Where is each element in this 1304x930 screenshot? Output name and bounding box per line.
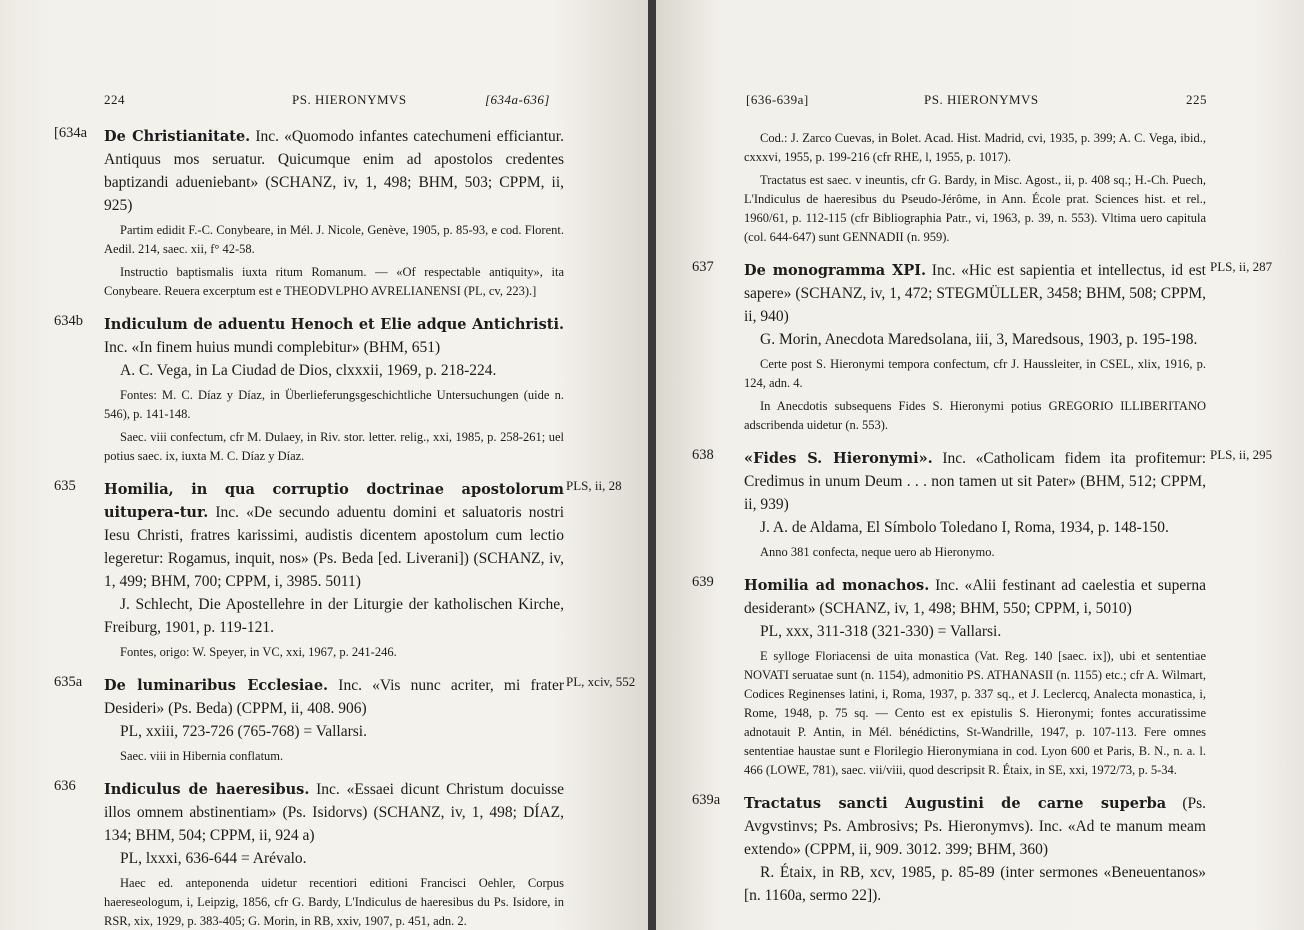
entry-note: Certe post S. Hieronymi tempora confectum, cfr J. Haussleiter, in CSEL, xlix, 1916, p. 124, adn. 4. <box>744 357 1206 390</box>
entry-note: Cod.: J. Zarco Cuevas, in Bolet. Acad. Hist. Madrid, cvi, 1935, p. 399; A. C. Vega, ibid., cxxxvi, 1955, p. 199-216 (cfr RHE, l, 1955, p. 1017). <box>744 131 1206 164</box>
entry-637 <box>692 259 1273 435</box>
right-page <box>656 0 1304 930</box>
entry-text: Inc. «Catholicam fidem ita profitemur: Credimus in unum Deum . . . non tamen ut sit Pater» (BHM, 512; CPPM, ii, 939) <box>744 450 1207 513</box>
entry-title: Indiculus de haeresibus. <box>104 781 310 798</box>
entry-text: Inc. «De secundo aduentu domini et saluatoris nostri Iesu Christi, fratres karissimi, audistis dicentem apostolum cum lectio legeretur: Rogamus, inquit, nos» (Ps. Beda [ed. Liverani]) (SCHANZ, iv, 1, 499; BHM, 700; CPPM, i, 3985. 5011) <box>104 504 565 590</box>
entry-634a <box>54 125 564 301</box>
entry-title: Homilia ad monachos. <box>744 577 930 594</box>
entry-note: E sylloge Floriacensi de uita monastica (Vat. Reg. 140 [saec. ix]), ubi et sententiae NOVATI seruatae sunt (n. 1154), admonitio PS. ATHANASII (n. 1155) etc.; cfr A. Wilmart, Codices Reginenses latini, i, Roma, 1937, p. 337 sq., et J. Leclercq, Analecta monastica, i, Rome, 1948, p. 75 sq. — Cento est ex epistulis S. Hieronymi; fontes accuratissime adnotauit P. Antin, in Mél. bénédictins, St-Wandrille, 1947, p. 107-113. Fere omnes sententiae haustae sunt e Florilegio Hieronymiana in cod. Lyon 600 et Paris, B. N., n. a. l. 466 (LOWE, 781), saec. vii/viii, quod descripsit R. Étaix, in SE, xxi, 1972/73, p. 5-34. <box>744 649 1206 777</box>
margin-reference: PLS, ii, 287 <box>1210 259 1273 274</box>
entry-title: Homilia, in qua corruptio doctrinae apostolorum uitupera-tur. <box>104 481 564 521</box>
entry-text: Inc. «In finem huius mundi complebitur» (BHM, 651) <box>104 339 441 356</box>
entry-number: 637 <box>692 259 714 275</box>
entry-number: 638 <box>692 447 714 463</box>
margin-reference: PLS, ii, 28 <box>566 478 622 493</box>
entry-number: 635 <box>54 478 76 494</box>
entry-edition: G. Morin, Anecdota Maredsolana, iii, 3, Maredsous, 1903, p. 195-198. <box>760 331 1198 348</box>
entry-title: Tractatus sancti Augustini de carne superba <box>744 795 1167 812</box>
entry-text: Inc. «Alii festinant ad caelestia et superna desiderant» (SCHANZ, iv, 1, 498; BHM, 550; CPPM, i, 5010) <box>744 577 1206 617</box>
entry-title: De luminaribus Ecclesiae. <box>104 677 329 694</box>
entry-number: [634a <box>54 125 88 141</box>
running-head: PS. HIERONYMVS <box>924 92 1039 107</box>
left-column <box>54 125 636 930</box>
entry-range: [636-639a] <box>746 92 809 107</box>
page-number: 224 <box>104 92 125 107</box>
entry-title: «Fides S. Hieronymi». <box>744 450 933 467</box>
entry-text: (Ps. Avgvstinvs; Ps. Ambrosivs; Ps. Hieronymvs). Inc. «Ad te manum meam extendo» (CPPM, ii, 909. 3012. 399; BHM, 360) <box>744 795 1207 858</box>
entry-note: Saec. viii confectum, cfr M. Dulaey, in Riv. stor. letter. relig., xxi, 1985, p. 258-261; uel potius saec. ix, iuxta M. C. Díaz y Díaz. <box>104 430 564 463</box>
entry-title: Indiculum de aduentu Henoch et Elie adque Antichristi. <box>104 316 564 333</box>
right-column <box>692 125 1273 919</box>
entry-number: 639a <box>692 792 721 808</box>
entry-number: 639 <box>692 574 714 590</box>
entry-edition: A. C. Vega, in La Ciudad de Dios, clxxxii, 1969, p. 218-224. <box>120 362 497 379</box>
margin-reference: PLS, ii, 295 <box>1210 447 1273 462</box>
entry-edition: J. A. de Aldama, El Símbolo Toledano I, Roma, 1934, p. 148-150. <box>760 519 1169 536</box>
entry-636-continuation <box>744 129 1206 247</box>
entry-text: Inc. «Quomodo infantes catechumeni efficiantur. Antiquus mos seruatur. Quicumque enim ad apostolos credentes baptizandi adueniebant» (SCHANZ, iv, 1, 498; BHM, 503; CPPM, ii, 925) <box>104 128 564 214</box>
entry-edition: PL, lxxxi, 636-644 = Arévalo. <box>120 850 307 867</box>
entry-note: In Anecdotis subsequens Fides S. Hieronymi potius GREGORIO ILLIBERITANO adscribenda uidetur (n. 553). <box>744 399 1206 432</box>
entry-edition: J. Schlecht, Die Apostellehre in der Liturgie der katholischen Kirche, Freiburg, 1901, p. 119-121. <box>104 596 564 636</box>
entry-number: 636 <box>54 778 76 794</box>
margin-reference: PL, xciv, 552 <box>566 674 636 689</box>
entry-639a <box>692 792 1207 907</box>
entry-note: Fontes: M. C. Díaz y Díaz, in Überlieferungsgeschichtliche Untersuchungen (uide n. 546), p. 141-148. <box>104 388 564 421</box>
entry-note: Saec. viii in Hibernia conflatum. <box>120 749 284 763</box>
entry-note: Partim edidit F.-C. Conybeare, in Mél. J. Nicole, Genève, 1905, p. 85-93, e cod. Florent. Aedil. 214, saec. xii, f° 42-58. <box>104 223 564 256</box>
entry-638 <box>692 447 1273 562</box>
entry-note: Anno 381 confecta, neque uero ab Hieronymo. <box>760 545 995 559</box>
entry-639 <box>692 574 1206 780</box>
entry-text: Inc. «Vis nunc acriter, mi frater Desideri» (Ps. Beda) (CPPM, ii, 408. 906) <box>104 677 565 717</box>
entry-number: 635a <box>54 674 83 690</box>
entry-note: Instructio baptismalis iuxta ritum Romanum. — «Of respectable antiquity», ita Conybeare. Reuera excerptum est e THEODVLPHO AVRELIANENSI (PL, cv, 223).] <box>104 265 564 298</box>
running-head: PS. HIERONYMVS <box>292 92 407 107</box>
entry-636 <box>54 778 565 930</box>
entry-634b <box>54 313 564 466</box>
entry-text: Inc. «Essaei dicunt Christum docuisse illos omnem abstinentiam» (Ps. Isidorvs) (SCHANZ, iv, 1, 498; DÍAZ, 134; BHM, 504; CPPM, ii, 924 a) <box>104 781 565 844</box>
entry-title: De monogramma XPI. <box>744 262 927 279</box>
entry-title: De Christianitate. <box>104 128 251 145</box>
left-page <box>0 0 648 930</box>
entry-edition: PL, xxiii, 723-726 (765-768) = Vallarsi. <box>120 723 367 740</box>
page-number: 225 <box>1186 92 1207 107</box>
entry-635a <box>54 674 636 766</box>
entry-edition: R. Étaix, in RB, xcv, 1985, p. 85-89 (inter sermones «Beneuentanos» [n. 1160a, sermo 22]). <box>744 864 1206 904</box>
entry-note: Tractatus est saec. v ineuntis, cfr G. Bardy, in Misc. Agost., ii, p. 408 sq.; H.-Ch. Puech, L'Indiculus de haeresibus du Pseudo-Jérôme, in Ann. École prat. Sciences hist. et rel., 1960/61, p. 112-115 (cfr Bibliographia Patr., vi, 1963, p. 39, n. 553). Vltima uero capitula (col. 644-647) sunt GENNADII (n. 959). <box>744 173 1206 244</box>
entry-edition: PL, xxx, 311-318 (321-330) = Vallarsi. <box>760 623 1002 640</box>
entry-range: [634a-636] <box>485 92 550 107</box>
book-gutter <box>648 0 656 930</box>
entry-note: Fontes, origo: W. Speyer, in VC, xxi, 1967, p. 241-246. <box>120 645 397 659</box>
entry-text: Inc. «Hic est sapientia et intellectus, id est sapere» (SCHANZ, iv, 1, 472; STEGMÜLLER, 3458; BHM, 508; CPPM, ii, 940) <box>744 262 1206 325</box>
entry-635 <box>54 478 622 662</box>
entry-note: Haec ed. anteponenda uidetur recentiori editioni Francisci Oehler, Corpus haereseologum, i, Leipzig, 1856, cfr G. Bardy, L'Indiculus de haeresibus du Ps. Isidore, in RSR, xix, 1929, p. 383-405; G. Morin, in RB, xxiv, 1907, p. 451, adn. 2. <box>104 876 564 928</box>
entry-number: 634b <box>54 313 83 329</box>
